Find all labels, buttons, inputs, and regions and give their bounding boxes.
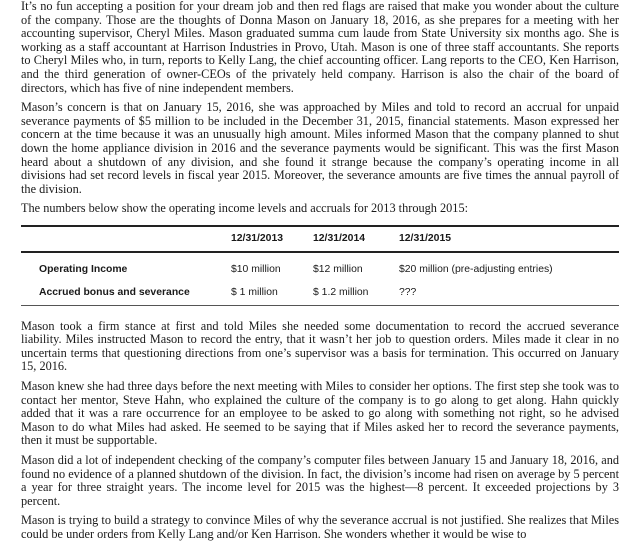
header-2015: 12/31/2015 bbox=[399, 232, 452, 244]
header-2014: 12/31/2014 bbox=[313, 232, 366, 244]
financial-table bbox=[21, 225, 619, 306]
row-label: Operating Income bbox=[39, 263, 128, 275]
table-row-operating-income bbox=[21, 252, 619, 282]
paragraph-concern: Mason’s concern is that on January 15, 2016, she was approached by Miles and told to record an accrual for unpaid severance payments of $5 million to be included in the December 31, 2015, financial statements. Mason expressed her concern at the time because it was an unusually high amount. Miles informed Mason that the company planned to shut down the home appliance division in 2016 and the severance payments would be significant. This was the first Mason heard about a shutdown of any division, and she found it strange because the company’s operating income in all divisions had set record levels in fiscal year 2015. Moreover, the severance amounts are five times the annual payroll of the division. bbox=[21, 100, 619, 196]
case-document bbox=[21, 0, 619, 542]
table-row-accrued-bonus bbox=[21, 281, 619, 305]
cell-2014: $ 1.2 million bbox=[313, 287, 369, 299]
paragraph-intro: It’s no fun accepting a position for your dream job and then red flags are raised that make you wonder about the culture of the company. Those are the thoughts of Donna Mason on January 18, 2016, as she prepares for a meeting with her accounting supervisor, Cheryl Miles. Mason graduated summa cum laude from State University six months ago. She is working as a staff accountant at Harrison Industries in Provo, Utah. Mason is one of three staff accountants. She reports to Cheryl Miles who, in turn, reports to Kelly Lang, the chief accounting officer. Lang reports to the CEO, Ken Harrison, and the third generation of owner-CEOs of the privately held company. Harrison is also the chair of the board of directors, which has five of nine independent members. bbox=[21, 0, 619, 95]
cell-2015: ??? bbox=[399, 287, 417, 299]
header-blank bbox=[21, 226, 227, 252]
cell-2013: $10 million bbox=[231, 263, 281, 275]
table-header-row bbox=[21, 226, 619, 252]
paragraph-table-intro: The numbers below show the operating income levels and accruals for 2013 through 2015: bbox=[21, 201, 469, 216]
paragraph-strategy: Mason is trying to build a strategy to convince Miles of why the severance accrual is not justified. She realizes that Miles could be under orders from Kelly Lang and/or Ken Harrison. She wonders whether it would be wise to bbox=[21, 513, 619, 541]
paragraph-mentor: Mason knew she had three days before the next meeting with Miles to consider her options. The first step she took was to contact her mentor, Steve Hahn, who explained the culture of the company is to go along to get along. Hahn quickly added that it was a rare occurrence for an employee to be asked to go along with something not right, so he advised Mason to do what Miles had asked. He seemed to be saying that if Miles asked her to record the severance payments, then it must be supportable. bbox=[21, 379, 619, 448]
header-2013: 12/31/2013 bbox=[231, 232, 284, 244]
cell-2014: $12 million bbox=[313, 263, 363, 275]
row-label: Accrued bonus and severance bbox=[39, 287, 190, 299]
cell-2015: $20 million (pre-adjusting entries) bbox=[399, 263, 553, 275]
cell-2013: $ 1 million bbox=[231, 287, 278, 299]
paragraph-independent-check: Mason did a lot of independent checking of the company’s computer files between January 15 and January 18, 2016, and found no evidence of a planned shutdown of the division. In fact, the division’s income had risen on average by 5 percent a year for three straight years. The income level for 2015 was the highest—8 percent. It exceeded projections by 3 percent. bbox=[21, 453, 619, 508]
paragraph-firm-stance: Mason took a firm stance at first and told Miles she needed some documentation to record the accrued severance liability. Miles instructed Mason to record the entry, that it wasn’t her job to question orders. Miles made it clear in no uncertain terms that questioning directions from one’s supervisor was a basis for termination. This occurred on January 15, 2016. bbox=[21, 318, 619, 374]
financial-table-wrapper bbox=[21, 225, 619, 306]
